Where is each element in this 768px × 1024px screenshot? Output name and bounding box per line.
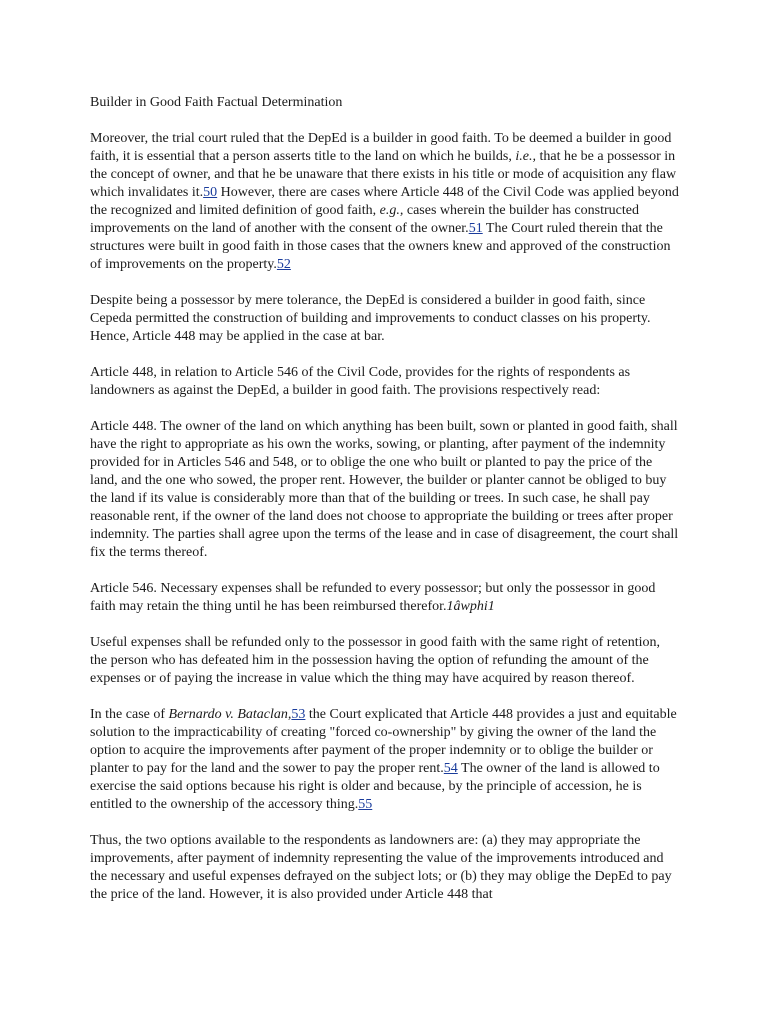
paragraph-article-448-relation: Article 448, in relation to Article 546 of the Civil Code, provides for the rights of respondents as landowners as against the DepEd, a builder in good faith. The provisions respectively read: — [90, 365, 631, 398]
paragraph-bernardo-case — [90, 706, 680, 814]
text-run: Moreover, the trial court ruled that the DepEd is a builder in good faith. To be deemed a builder in good faith, it is essential that a person asserts title to the land on which he builds, — [90, 131, 672, 164]
italic-term: e.g., — [379, 203, 404, 218]
paragraph-two-options: Thus, the two options available to the respondents as landowners are: (a) they may appropriate the improvements, after payment of indemnity representing the value of the improvements introduced and the necessary and useful expenses defrayed on the subject lots; or (b) they may oblige the DepEd to pay the price of the land. However, it is also provided under Article 448 that — [90, 833, 672, 902]
text-run: that he be a possessor in the concept of owner, and that he be unaware that there exists in his title or mode of acquisition any flaw which invalidates it. — [90, 149, 677, 200]
footnote-link-52[interactable]: 52 — [276, 257, 291, 272]
paragraph-article-448-text: Article 448. The owner of the land on which anything has been built, sown or planted in good faith, shall have the right to appropriate as his own the works, sowing, or planting, after payment of the indemnity provided for in Articles 546 and 548, or to oblige the one who built or planted to pay the price of the land, and the one who sowed, the proper rent. However, the builder or planter cannot be obliged to buy the land if its value is considerably more than that of the building or trees. In such case, he shall pay reasonable rent, if the owner of the land does not choose to appropriate the building or trees after proper indemnity. The parties shall agree upon the terms of the lease and in case of disagreement, the court shall fix the terms thereof. — [90, 419, 679, 560]
text-run: Article 546. Necessary expenses shall be refunded to every possessor; but only the possessor in good faith may retain the thing until he has been reimbursed therefor. — [90, 581, 656, 614]
watermark-text: 1âwphi1 — [446, 599, 495, 614]
text-run: However, there are cases where Article 448 of the Civil Code was applied beyond the recognized and limited definition of good faith, — [90, 185, 679, 218]
text-run: cases wherein the builder has constructed improvements on the land of another with the consent of the owner. — [90, 203, 639, 236]
text-run: In the case of — [90, 707, 169, 722]
footnote-link-55[interactable]: 55 — [358, 797, 373, 812]
footnote-link-51[interactable]: 51 — [468, 221, 483, 236]
paragraph-article-546-text — [90, 580, 680, 616]
paragraph-useful-expenses: Useful expenses shall be refunded only to the possessor in good faith with the same right of retention, the person who has defeated him in the possession having the option of refunding the amount of the expenses or of paying the increase in value which the thing may have acquired by reason thereof. — [90, 635, 660, 686]
footnote-link-54[interactable]: 54 — [443, 761, 458, 776]
text-run: The owner of the land is allowed to exercise the said options because his right is older and because, by the principle of accession, he is entitled to the ownership of the accessory thing. — [90, 761, 660, 812]
case-citation: Bernardo v. Bataclan, — [168, 707, 292, 722]
footnote-link-53[interactable]: 53 — [291, 707, 306, 722]
italic-term: i.e., — [515, 149, 536, 164]
paragraph-trial-court-ruling — [90, 130, 680, 274]
paragraph-possessor-by-tolerance: Despite being a possessor by mere tolerance, the DepEd is considered a builder in good faith, since Cepeda permitted the construction of building and improvements to conduct classes on his property. Hence, Article 448 may be applied in the case at bar. — [90, 293, 651, 344]
footnote-link-50[interactable]: 50 — [203, 185, 218, 200]
section-title: Builder in Good Faith Factual Determination — [90, 95, 343, 110]
text-run: the Court explicated that Article 448 provides a just and equitable solution to the impracticability of creating "forced co-ownership" by giving the owner of the land the option to acquire the improvements after payment of the proper indemnity or to oblige the builder or planter to pay for the land and the sower to pay the proper rent. — [90, 707, 677, 776]
text-run: The Court ruled therein that the structures were built in good faith in those cases that the owners knew and approved of the construction of improvements on the property. — [90, 221, 671, 272]
